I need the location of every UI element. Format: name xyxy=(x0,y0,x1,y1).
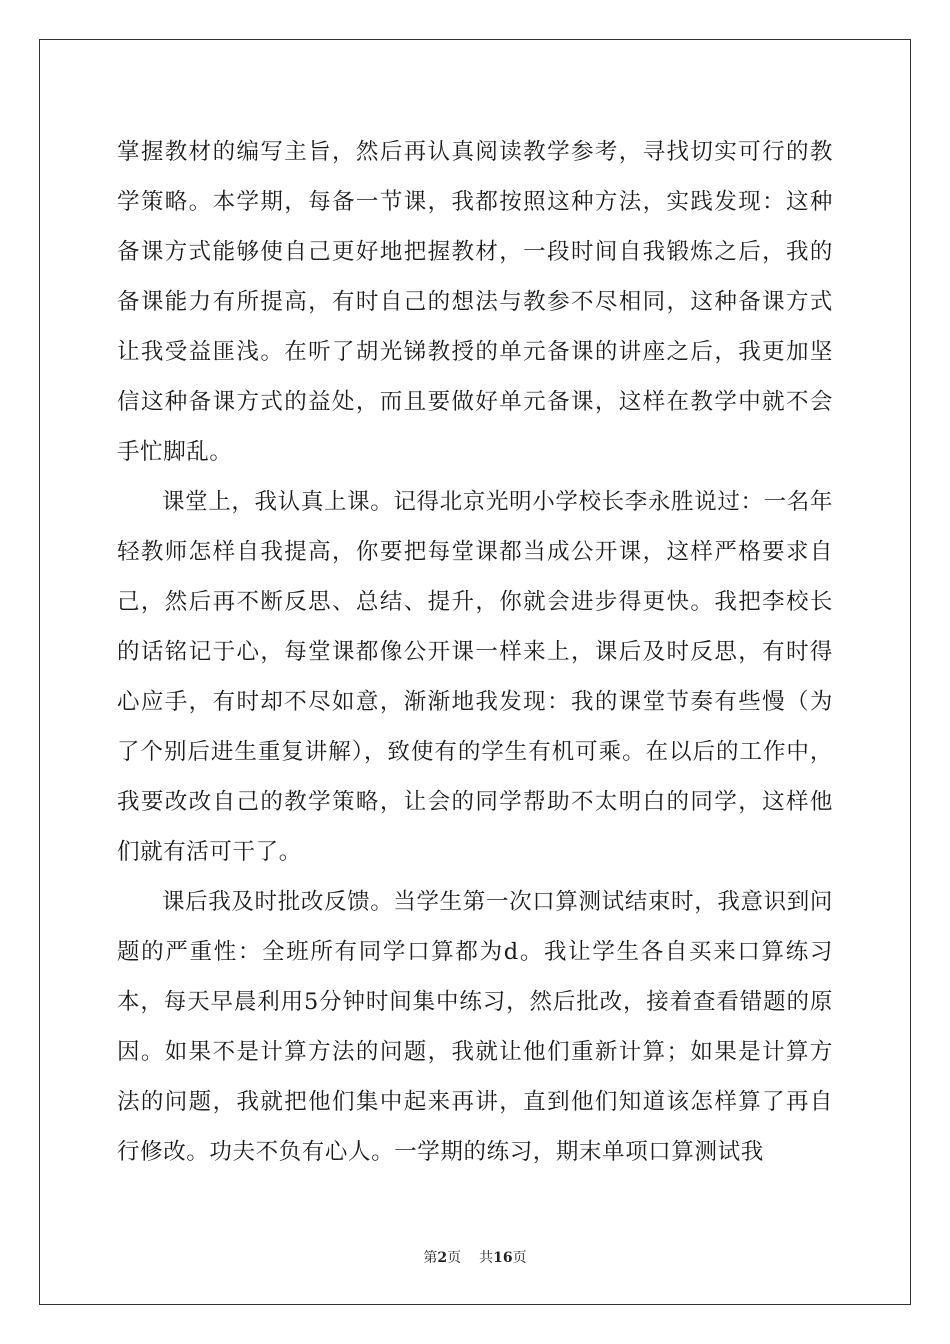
total-page-count: 16 xyxy=(493,1250,513,1266)
page-label-prefix: 第 xyxy=(423,1250,438,1266)
total-label-suffix: 页 xyxy=(512,1250,527,1266)
total-label-prefix: 共 xyxy=(479,1250,494,1266)
document-body xyxy=(117,127,833,1177)
paragraph: 掌握教材的编写主旨，然后再认真阅读教学参考，寻找切实可行的教学策略。本学期，每备一节课，我都按照这种方法，实践发现：这种备课方式能够使自己更好地把握教材，一段时间自我锻炼之后，我的备课能力有所提高，有时自己的想法与教参不尽相同，这种备课方式让我受益匪浅。在听了胡光锑教授的单元备课的讲座之后，我更加坚信这种备课方式的益处，而且要做好单元备课，这样在教学中就不会手忙脚乱。 xyxy=(117,139,833,465)
paragraph: 课后我及时批改反馈。当学生第一次口算测试结束时，我意识到问题的严重性：全班所有同学口算都为d。我让学生各自买来口算练习本，每天早晨利用5分钟时间集中练习，然后批改，接着查看错题的原因。如果不是计算方法的问题，我就让他们重新计算；如果是计算方法的问题，我就把他们集中起来再讲，直到他们知道该怎样算了再自行修改。功夫不负有心人。一学期的练习，期末单项口算测试我 xyxy=(117,889,833,1165)
page-label-suffix: 页 xyxy=(447,1250,462,1266)
current-page-number: 2 xyxy=(437,1250,448,1266)
page-footer xyxy=(0,1248,950,1268)
paragraph: 课堂上，我认真上课。记得北京光明小学校长李永胜说过：一名年轻教师怎样自我提高，你要把每堂课都当成公开课，这样严格要求自己，然后再不断反思、总结、提升，你就会进步得更快。我把李校长的话铭记于心，每堂课都像公开课一样来上，课后及时反思，有时得心应手，有时却不尽如意，渐渐地我发现：我的课堂节奏有些慢（为了个别后进生重复讲解），致使有的学生有机可乘。在以后的工作中，我要改改自己的教学策略，让会的同学帮助不太明白的同学，这样他们就有活可干了。 xyxy=(117,489,833,865)
